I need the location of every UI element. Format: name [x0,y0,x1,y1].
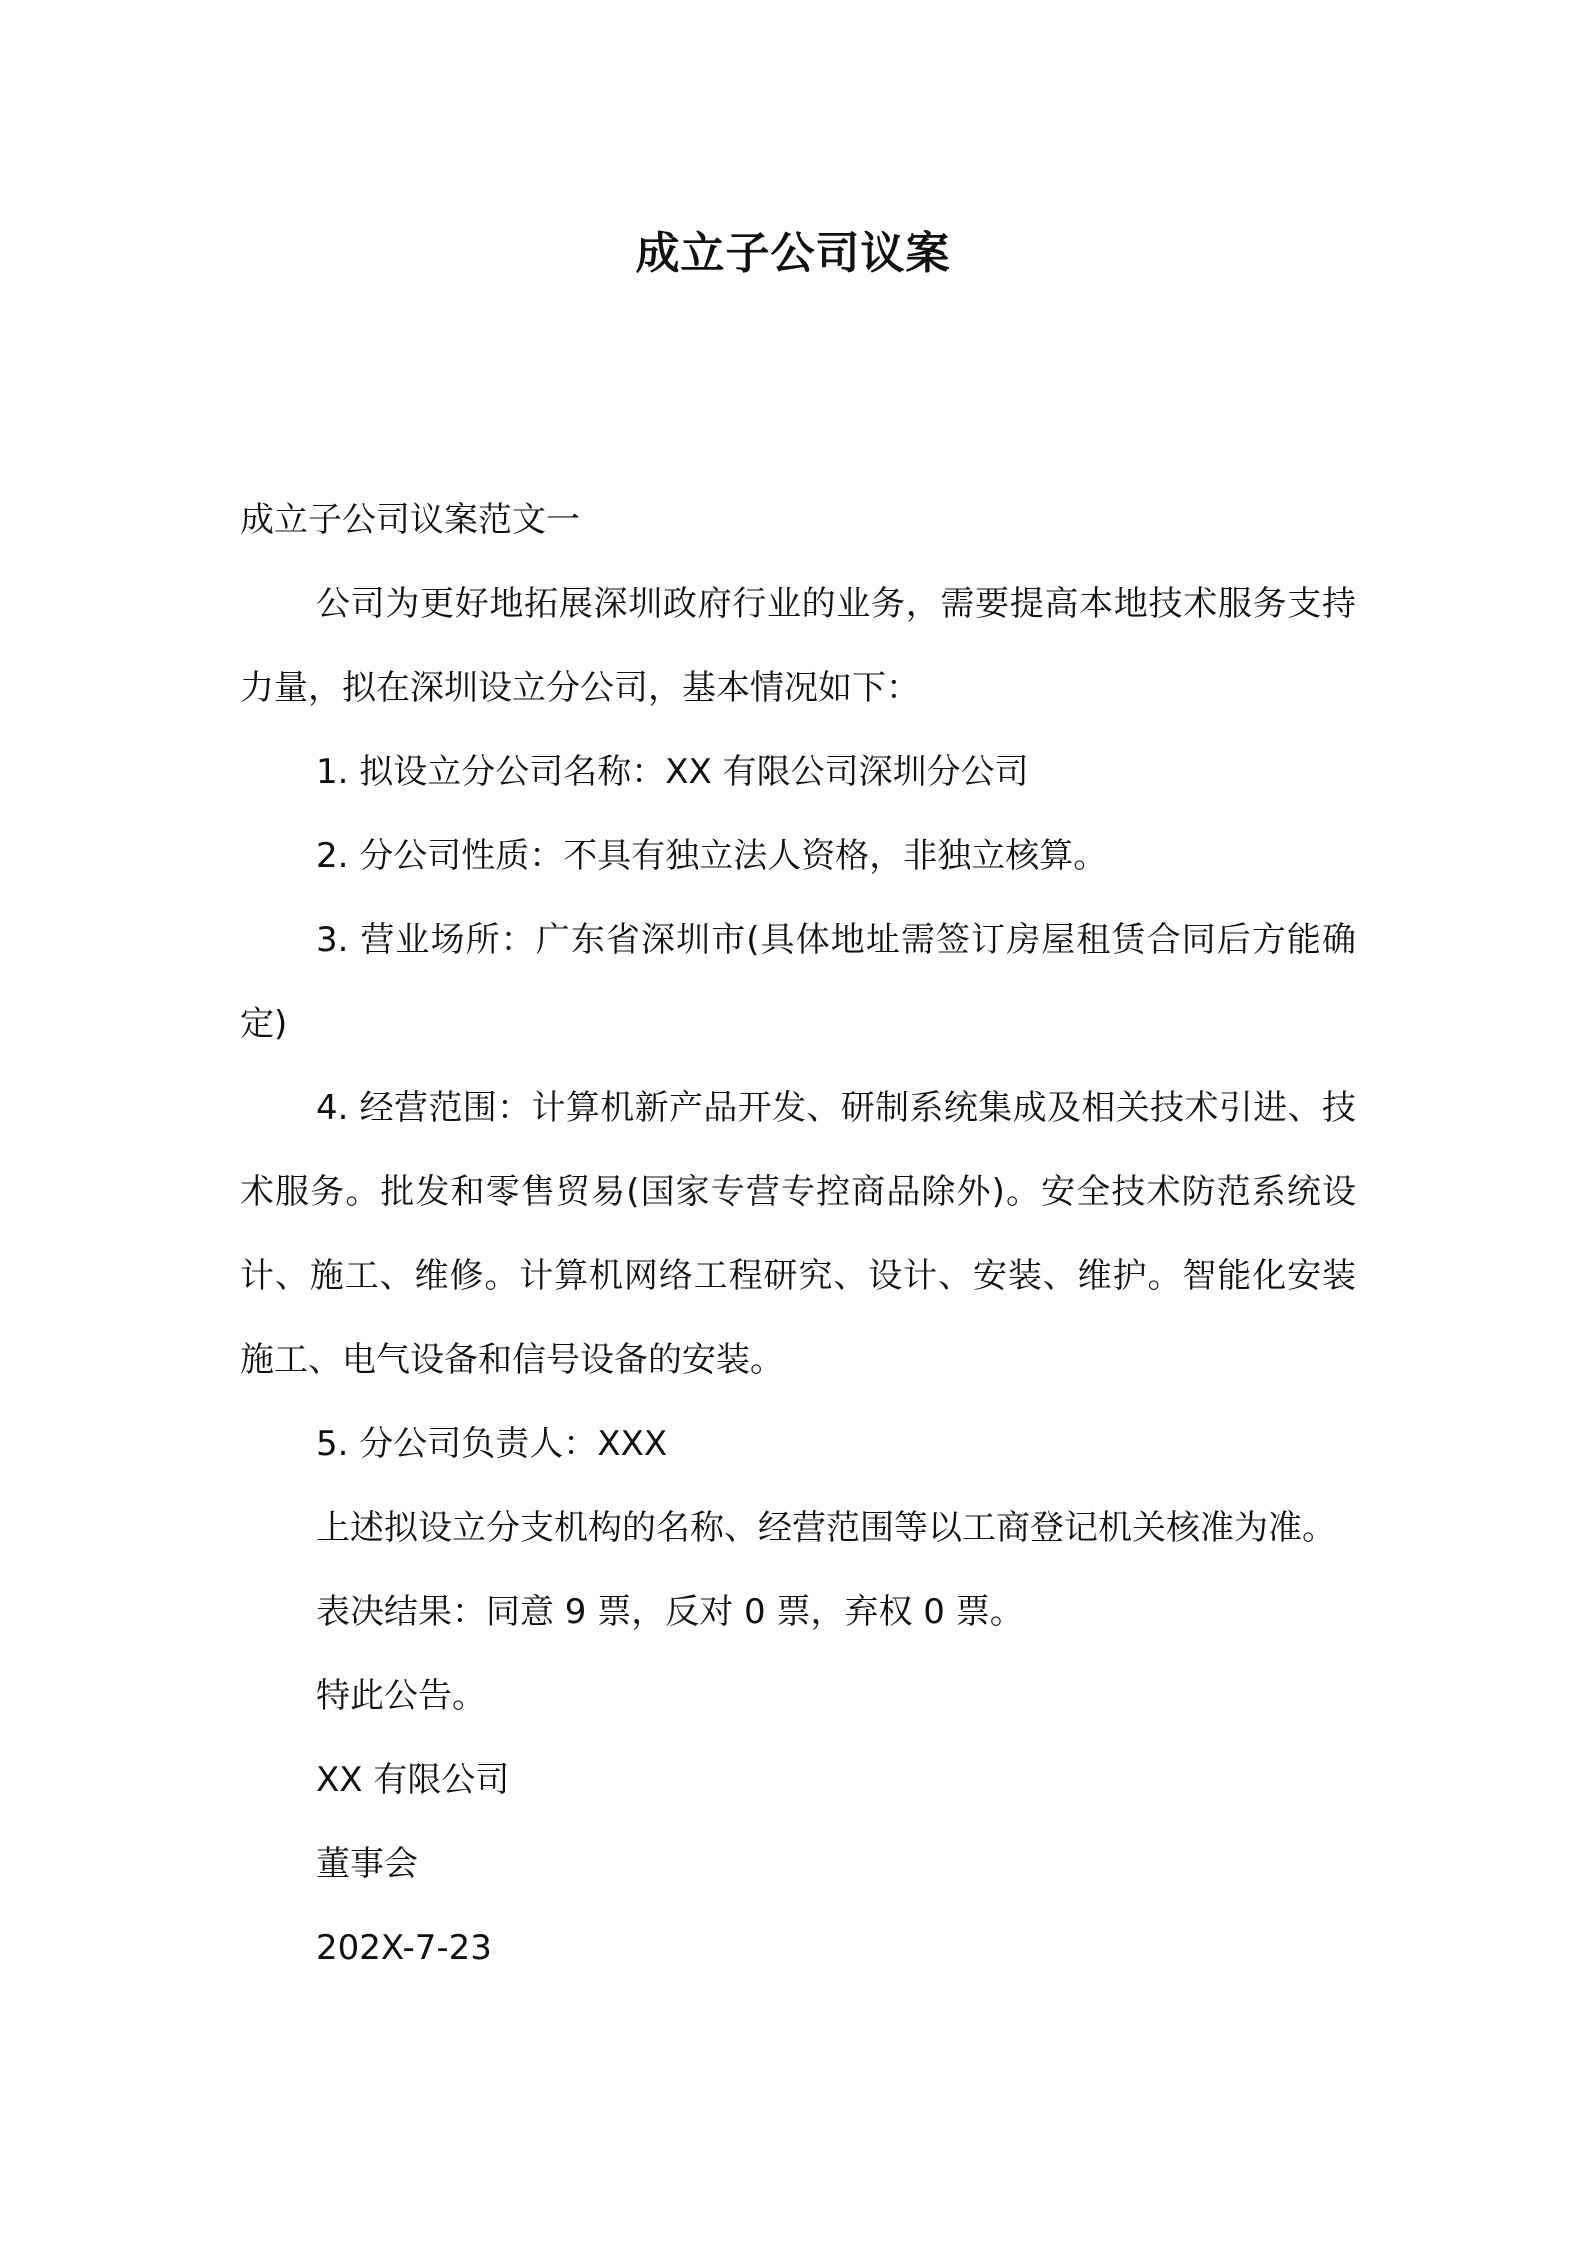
company-name: XX 有限公司 [316,1760,510,1800]
item-2-nature: 2. 分公司性质：不具有独立法人资格，非独立核算。 [316,836,1108,876]
vote-result: 表决结果：同意 9 票，反对 0 票，弃权 0 票。 [316,1592,1024,1632]
document-subtitle: 成立子公司议案范文一 [240,500,580,540]
board-name: 董事会 [316,1844,418,1884]
document-body [240,478,1356,1990]
announcement: 特此公告。 [316,1676,486,1716]
item-3-location: 3. 营业场所：广东省深圳市(具体地址需签订房屋租赁合同后方能确定) [240,920,1356,1044]
item-1-name: 1. 拟设立分公司名称：XX 有限公司深圳分公司 [316,752,1029,792]
approval-note: 上述拟设立分支机构的名称、经营范围等以工商登记机关核准为准。 [316,1508,1336,1548]
item-5-manager: 5. 分公司负责人：XXX [316,1424,668,1464]
item-4-business-scope: 4. 经营范围：计算机新产品开发、研制系统集成及相关技术引进、技术服务。批发和零售贸易(国家专营专控商品除外)。安全技术防范系统设计、施工、维修。计算机网络工程研究、设计、安装、维护。智能化安装施工、电气设备和信号设备的安装。 [240,1088,1356,1380]
intro-paragraph: 公司为更好地拓展深圳政府行业的业务，需要提高本地技术服务支持力量，拟在深圳设立分公司，基本情况如下： [240,584,1356,708]
document-title: 成立子公司议案 [635,228,951,279]
document-date: 202X-7-23 [316,1928,492,1968]
